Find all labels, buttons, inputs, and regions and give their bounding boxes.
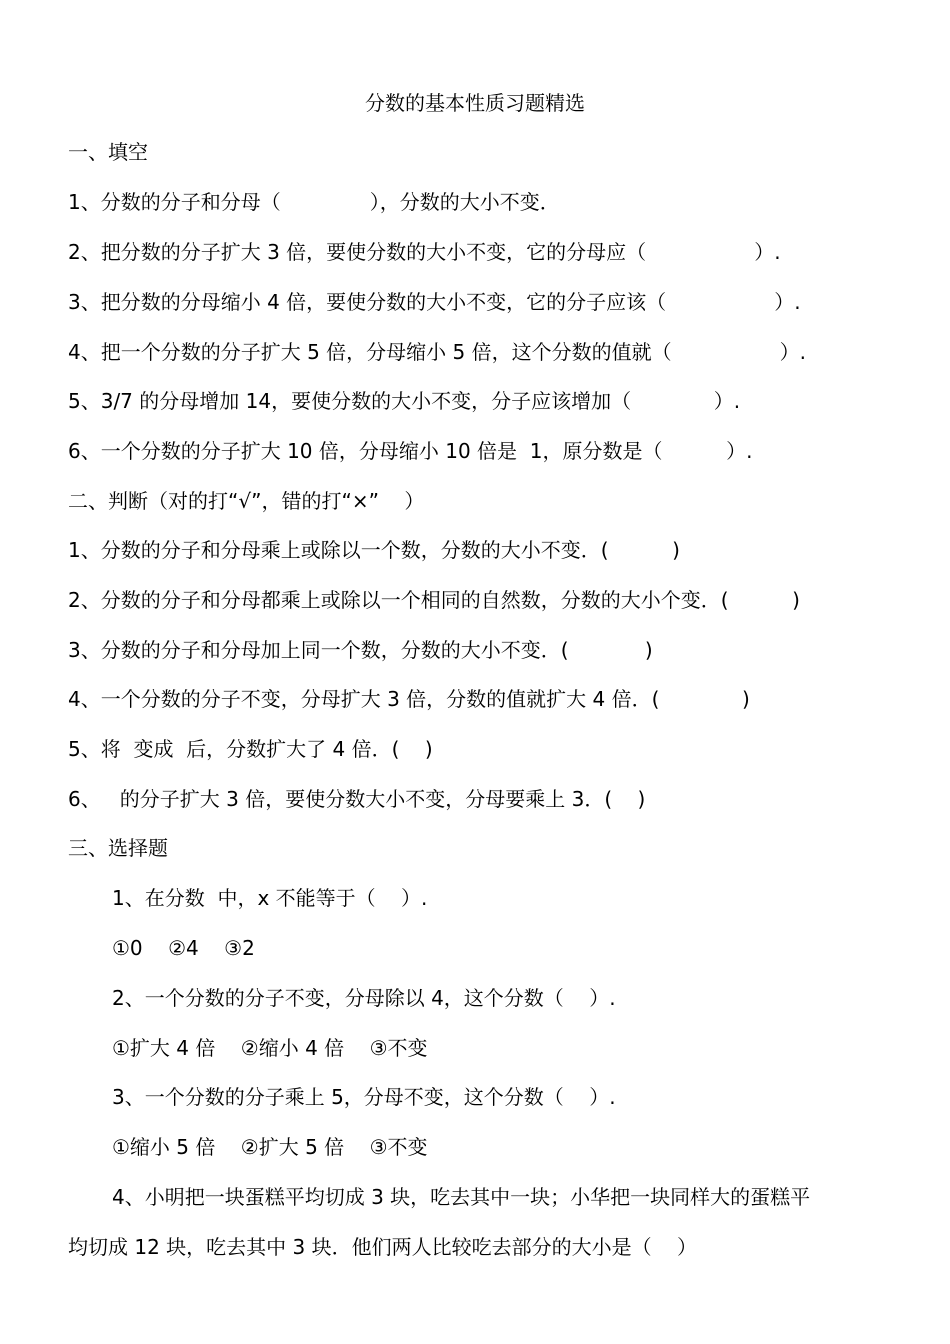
question-line: 4、一个分数的分子不变，分母扩大 3 倍，分数的值就扩大 4 倍．( ) [68,687,750,711]
question-line: 1、在分数 中，x 不能等于（ ）. [112,886,428,910]
question-line: 3、把分数的分母缩小 4 倍，要使分数的大小不变，它的分子应该（ ）. [68,290,801,314]
section-heading-multiple-choice: 三、选择题 [68,836,168,860]
question-line-continued: 均切成 12 块，吃去其中 3 块．他们两人比较吃去部分的大小是（ ） [68,1235,698,1259]
choice-options: ①0 ②4 ③2 [112,936,255,960]
question-line: 5、3/7 的分母增加 14，要使分数的大小不变，分子应该增加（ ）. [68,389,741,413]
choice-options: ①缩小 5 倍 ②扩大 5 倍 ③不变 [112,1135,428,1159]
question-line: 4、把一个分数的分子扩大 5 倍，分母缩小 5 倍，这个分数的值就（ ）. [68,340,807,364]
question-line: 6、一个分数的分子扩大 10 倍，分母缩小 10 倍是 1，原分数是（ ）. [68,439,753,463]
section-heading-judgement: 二、判断（对的打“√”，错的打“×” ） [68,489,425,513]
page-title: 分数的基本性质习题精选 [365,91,585,115]
question-line: 2、分数的分子和分母都乘上或除以一个相同的自然数，分数的大小个变．( ) [68,588,800,612]
question-line: 2、把分数的分子扩大 3 倍，要使分数的大小不变，它的分母应（ ）. [68,240,781,264]
question-line: 6、 的分子扩大 3 倍，要使分数大小不变，分母要乘上 3．( ) [68,787,646,811]
question-line: 3、一个分数的分子乘上 5，分母不变，这个分数（ ）. [112,1085,616,1109]
question-line: 1、分数的分子和分母乘上或除以一个数，分数的大小不变．( ) [68,538,680,562]
question-line: 1、分数的分子和分母（ ），分数的大小不变． [68,190,560,214]
question-line: 5、将 变成 后，分数扩大了 4 倍．( ) [68,737,433,761]
question-line: 2、一个分数的分子不变，分母除以 4，这个分数（ ）. [112,986,616,1010]
choice-options: ①扩大 4 倍 ②缩小 4 倍 ③不变 [112,1036,428,1060]
question-line: 3、分数的分子和分母加上同一个数，分数的大小不变．( ) [68,638,653,662]
question-line: 4、小明把一块蛋糕平均切成 3 块，吃去其中一块；小华把一块同样大的蛋糕平 [112,1185,811,1209]
section-heading-fill-blank: 一、填空 [68,140,148,164]
